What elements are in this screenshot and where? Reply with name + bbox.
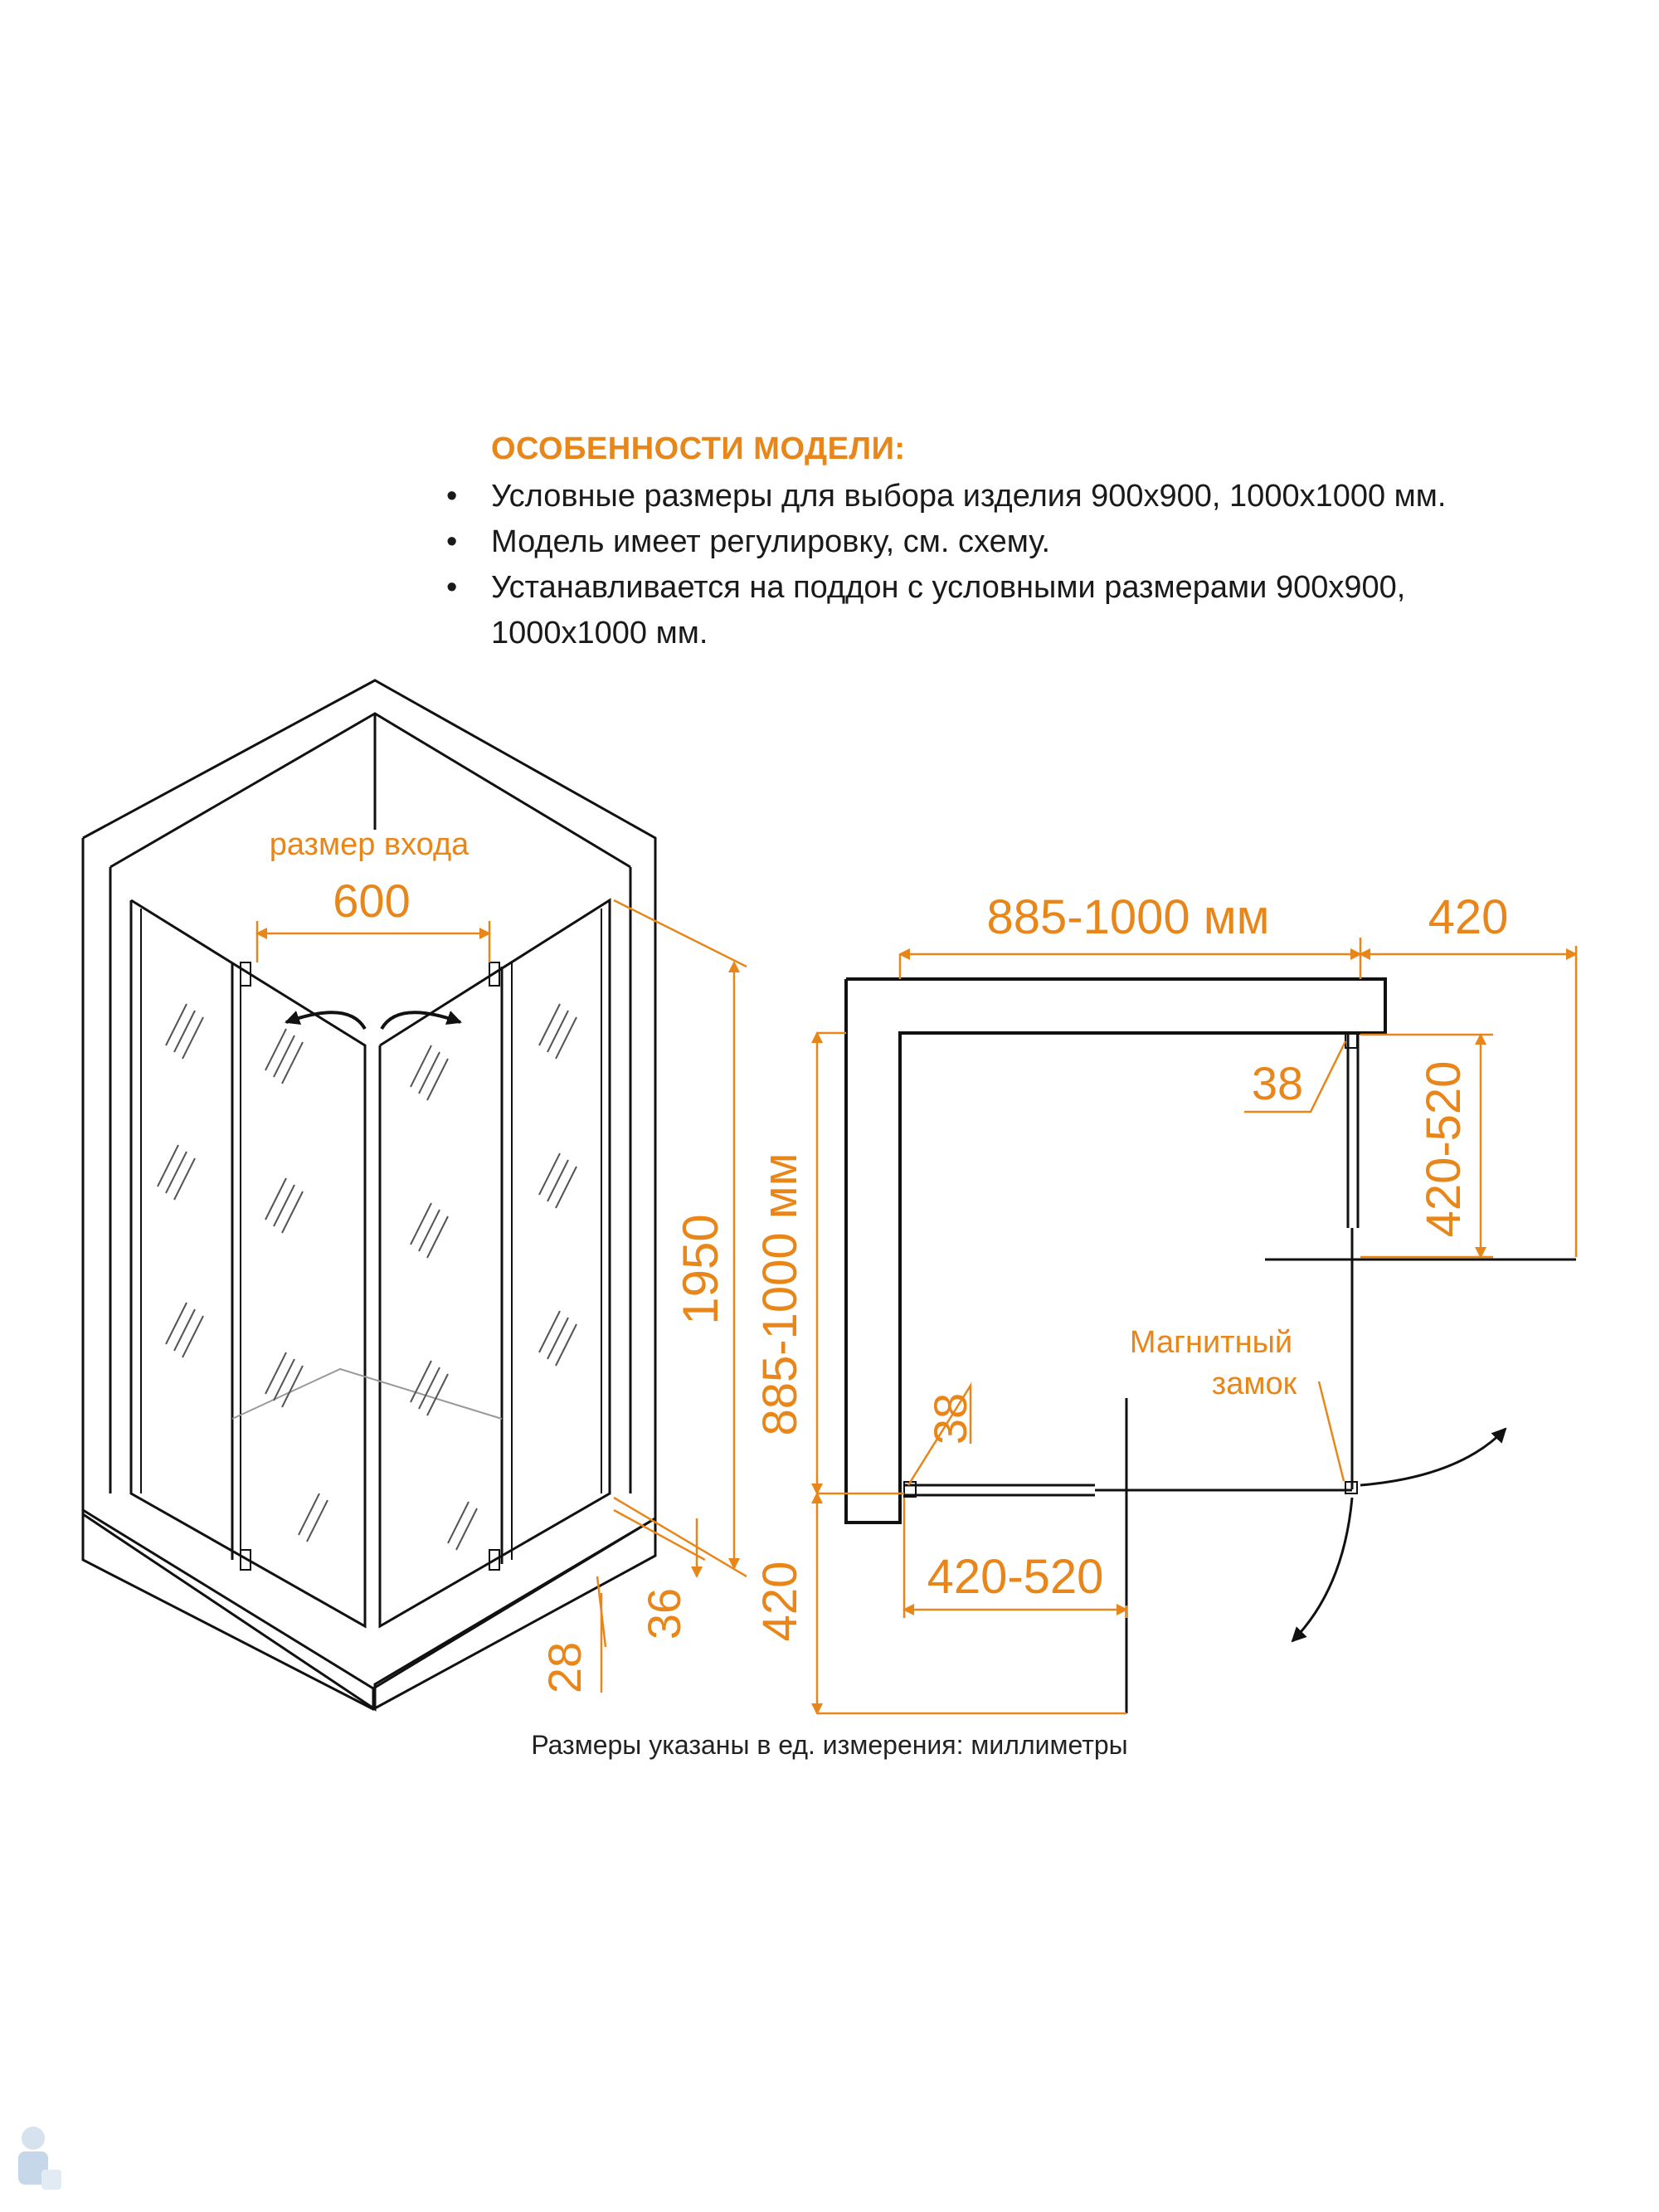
features-list [431,474,1510,656]
glass-hatching [158,1004,577,1550]
plan-width-dim: 885-1000 мм [986,890,1270,944]
plan-depth-dim: 885-1000 мм [753,1152,807,1436]
plan-top-420: 420 [1428,890,1509,944]
bullet-icon: • [446,479,458,514]
features-title: ОСОБЕННОСТИ МОДЕЛИ: [491,431,906,466]
dim-28: 28 [538,1641,591,1694]
plan-bottom-adjust: 420-520 [927,1550,1104,1604]
magnet-label-line2: замок [1211,1367,1297,1401]
height-dim: 1950 [673,1214,728,1325]
list-item: • Условные размеры для выбора изделия 900x900, 1000x1000 мм. [431,474,1510,519]
entrance-width: 600 [333,875,411,927]
swing-arrow-right [1360,1429,1506,1485]
units-note: Размеры указаны в ед. измерения: миллиметры [531,1730,1128,1760]
gap-38-left: 38 [924,1392,976,1445]
gap-38-top: 38 [1251,1057,1304,1109]
dim-36: 36 [638,1587,690,1640]
entrance-label: размер входа [269,827,469,862]
plan-left-420: 420 [753,1561,807,1642]
list-item: • Модель имеет регулировку, см. схему. [431,519,1510,565]
swing-arrow-bottom [1292,1498,1352,1641]
bullet-icon: • [446,524,458,559]
list-item: • Устанавливается на поддон с условными размерами 900x900, 1000x1000 мм. [431,565,1510,656]
magnet-label-line1: Магнитный [1129,1325,1293,1360]
bullet-icon: • [446,570,458,605]
plan-right-adjust: 420-520 [1417,1060,1471,1238]
features-block [431,431,1510,656]
enclosure-left-frame [131,900,365,1626]
enclosure-right-frame [380,900,610,1626]
plumber-icon [8,2120,66,2203]
